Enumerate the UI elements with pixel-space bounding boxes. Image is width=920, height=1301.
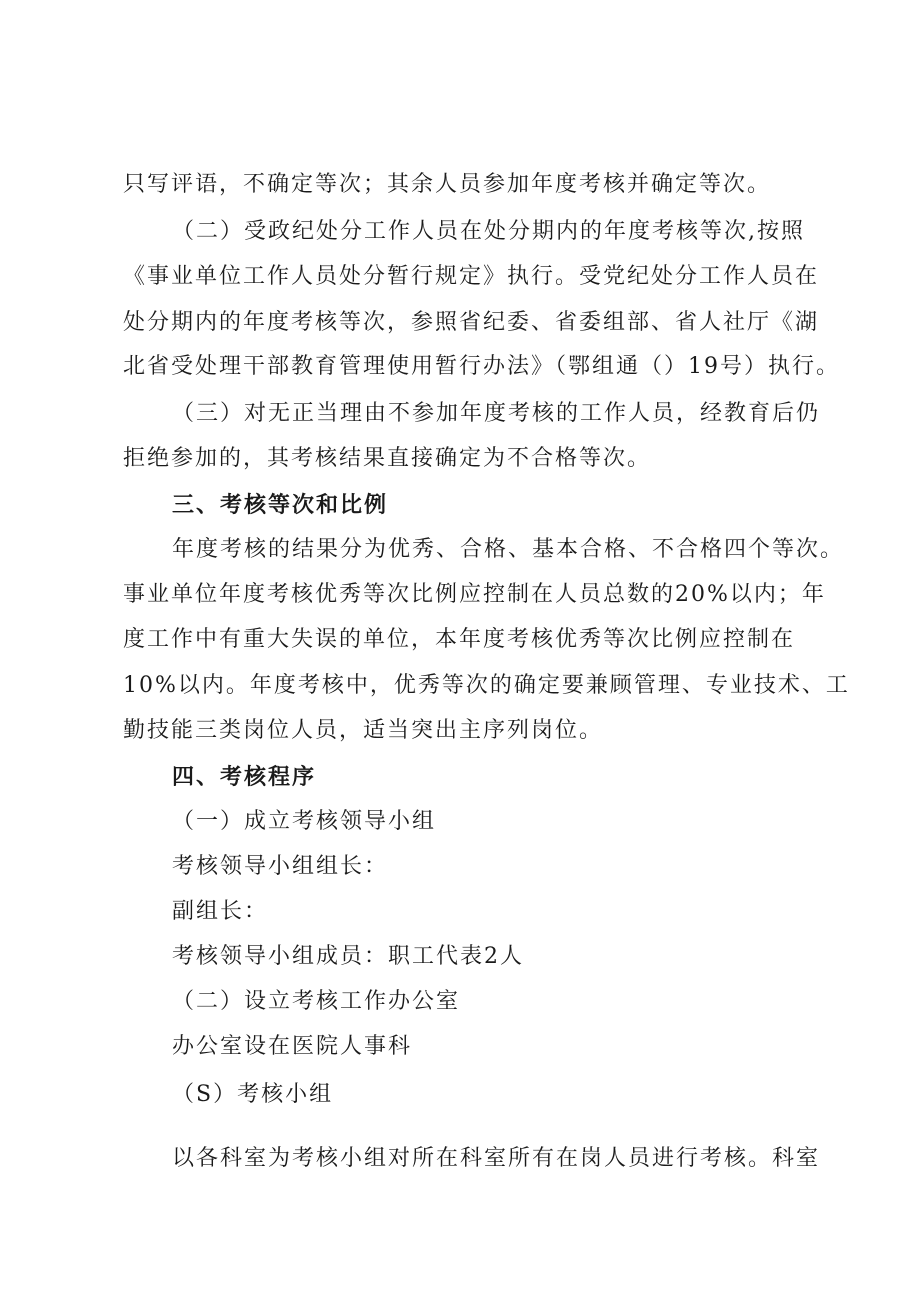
- office-location-line: 办公室设在医院人事科: [172, 1034, 413, 1059]
- paragraph-line-4: 处分期内的年度考核等次，参照省纪委、省委组部、省人社厅《湖: [123, 310, 820, 335]
- deputy-leader-line: 副组长：: [172, 899, 269, 924]
- paragraph-line-13: 以各科室为考核小组对所在科室所有在岗人员进行考核。科室: [172, 1146, 821, 1171]
- paragraph-line-5: 北省受处理干部教育管理使用暂行办法》（鄂组通（）19号）执行。: [123, 354, 840, 379]
- paragraph-line-8: 年度考核的结果分为优秀、合格、基本合格、不合格四个等次。: [172, 537, 845, 562]
- paragraph-line-11: 10%以内。年度考核中，优秀等次的确定要兼顾管理、专业技术、工: [123, 673, 850, 698]
- paragraph-line-1: 只写评语，不确定等次；其余人员参加年度考核并确定等次。: [123, 172, 772, 197]
- paragraph-line-10: 度工作中有重大失误的单位，本年度考核优秀等次比例应控制在: [123, 627, 796, 652]
- section-heading-4: 四、考核程序: [172, 764, 317, 790]
- section-heading-3: 三、考核等次和比例: [172, 492, 389, 518]
- subsection-heading-3: （S）考核小组: [172, 1082, 334, 1107]
- paragraph-line-3: 《事业单位工作人员处分暂行规定》执行。受党纪处分工作人员在: [123, 264, 820, 289]
- team-members-line: 考核领导小组成员：职工代表2人: [172, 944, 524, 969]
- paragraph-line-2: （二）受政纪处分工作人员在处分期内的年度考核等次,按照: [172, 219, 805, 244]
- paragraph-line-12: 勤技能三类岗位人员，适当突出主序列岗位。: [123, 718, 604, 743]
- team-leader-line: 考核领导小组组长：: [172, 854, 389, 879]
- paragraph-line-9: 事业单位年度考核优秀等次比例应控制在人员总数的20%以内；年: [123, 582, 826, 607]
- subsection-heading-1: （一）成立考核领导小组: [172, 809, 437, 834]
- paragraph-line-7: 拒绝参加的，其考核结果直接确定为不合格等次。: [123, 446, 652, 471]
- subsection-heading-2: （二）设立考核工作办公室: [172, 989, 461, 1014]
- paragraph-line-6: （三）对无正当理由不参加年度考核的工作人员，经教育后仍: [172, 401, 821, 426]
